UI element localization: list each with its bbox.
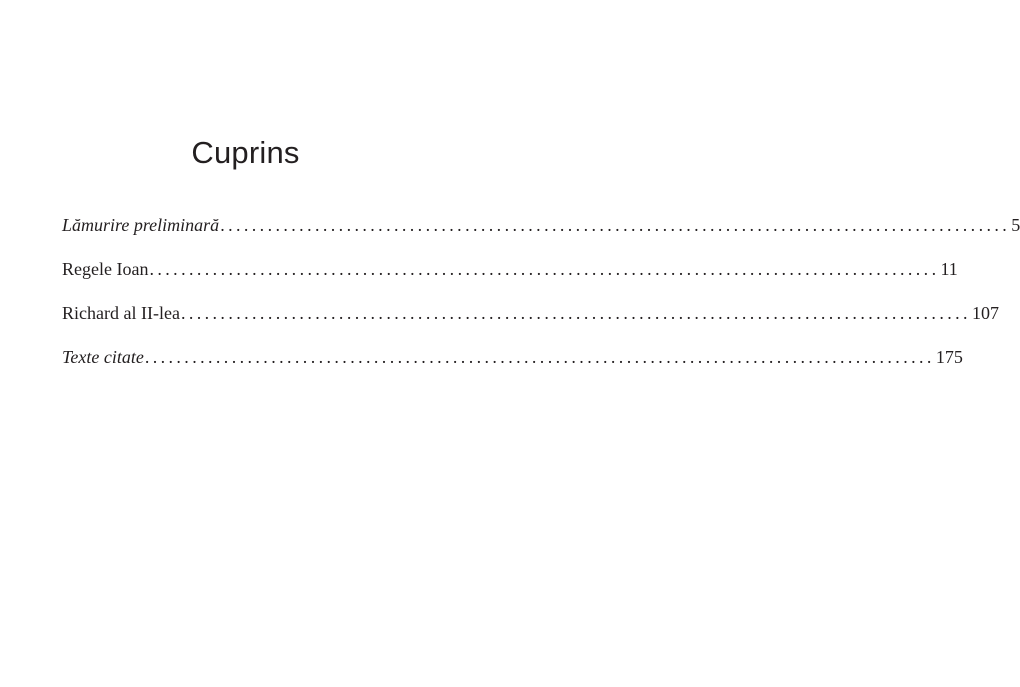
toc-entry	[62, 254, 958, 298]
toc-entry-title: Texte citate	[62, 347, 144, 367]
toc-page-number: 175	[935, 347, 963, 367]
toc-entry-title: Regele Ioan	[62, 259, 149, 279]
dot-leader: ....................................................................................................	[149, 259, 940, 279]
toc-page-number: 5	[1011, 215, 1020, 235]
toc-page-number: 11	[940, 259, 958, 279]
table-of-contents	[62, 210, 1020, 386]
dot-leader: ....................................................................................................	[180, 303, 971, 323]
page-title: Cuprins	[191, 134, 300, 170]
toc-entry-title: Lămurire preliminară	[62, 215, 220, 235]
toc-entry-title: Richard al II-lea	[62, 303, 180, 323]
dot-leader: ....................................................................................................	[220, 215, 1011, 235]
toc-entry	[62, 298, 999, 342]
toc-page-number: 107	[971, 303, 999, 323]
toc-entry	[62, 210, 1020, 254]
dot-leader: ....................................................................................................	[144, 347, 935, 367]
toc-entry	[62, 342, 963, 386]
